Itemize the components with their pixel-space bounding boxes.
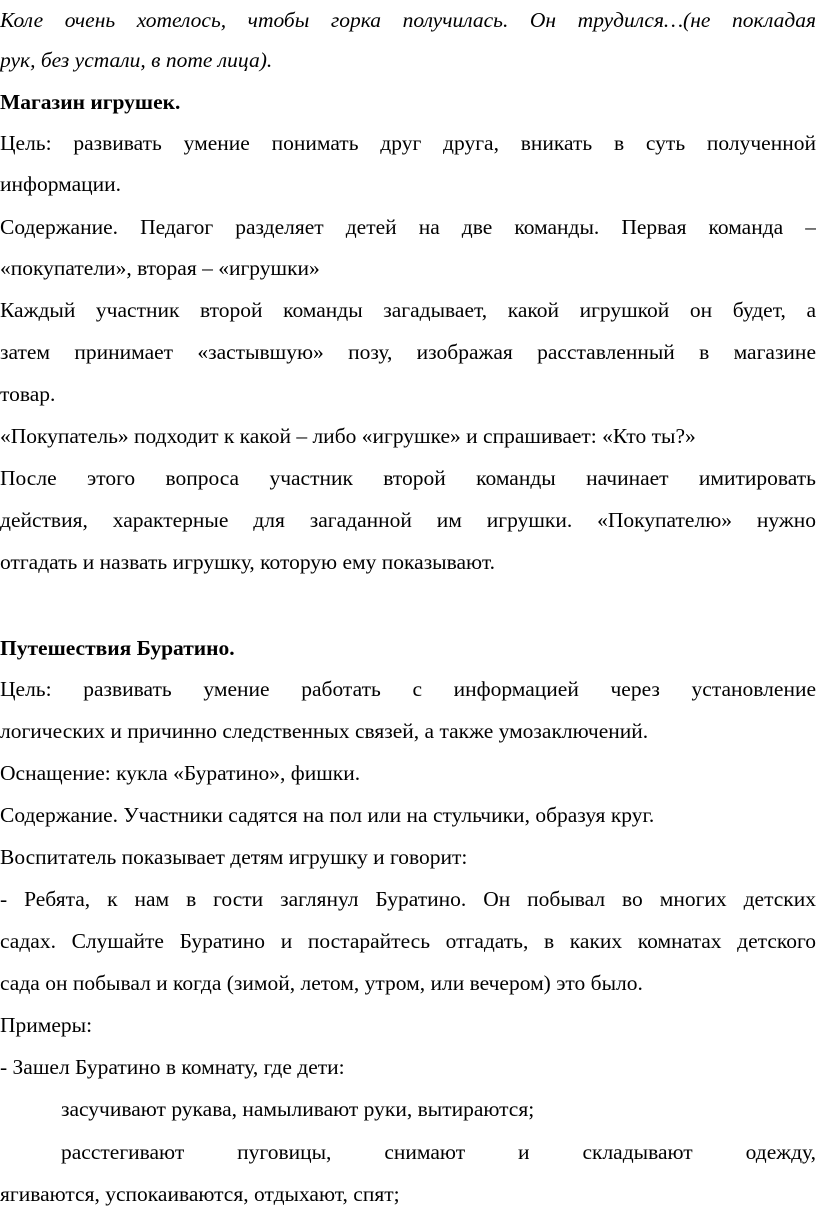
shop-after-line-2: действия, характерные для загаданной им игрушки. «Покупателю» нужно [0, 508, 816, 532]
pinocchio-example-1: - Зашел Буратино в комнату, где дети: [0, 1055, 345, 1079]
pinocchio-speech-line-2: садах. Слушайте Буратино и постарайтесь отгадать, в каких комнатах детского [0, 929, 816, 953]
shop-after-line-3: отгадать и назвать игрушку, которую ему показывают. [0, 550, 495, 574]
pinocchio-example-1-item-a: засучивают рукава, намыливают руки, вытираются; [61, 1097, 535, 1121]
shop-content-line-2: «покупатели», вторая – «игрушки» [0, 256, 320, 280]
pinocchio-teacher-line: Воспитатель показывает детям игрушку и говорит: [0, 845, 468, 869]
intro-line-1: Коле очень хотелось, чтобы горка получилась. Он трудился…(не покладая [0, 8, 816, 32]
pinocchio-speech-line-3: сада он побывал и когда (зимой, летом, утром, или вечером) это было. [0, 971, 643, 995]
shop-each-line-1: Каждый участник второй команды загадывает, какой игрушкой он будет, а [0, 298, 816, 322]
pinocchio-example-1-item-b-line-1: расстегивают пуговицы, снимают и складывают одежду, [61, 1140, 816, 1164]
pinocchio-equipment-line: Оснащение: кукла «Буратино», фишки. [0, 761, 361, 785]
shop-buyer-line: «Покупатель» подходит к какой – либо «игрушке» и спрашивает: «Кто ты?» [0, 424, 696, 448]
pinocchio-speech-line-1: - Ребята, к нам в гости заглянул Буратино. Он побывал во многих детских [0, 887, 816, 911]
pinocchio-examples-label: Примеры: [0, 1013, 93, 1037]
shop-each-line-2: затем принимает «застывшую» позу, изображая расставленный в магазине [0, 340, 816, 364]
shop-goal-line-2: информации. [0, 172, 122, 196]
shop-after-line-1: После этого вопроса участник второй команды начинает имитировать [0, 466, 816, 490]
pinocchio-goal-line-1: Цель: развивать умение работать с информацией через установление [0, 677, 816, 701]
section-title-pinocchio: Путешествия Буратино. [0, 636, 235, 660]
section-title-toy-shop: Магазин игрушек. [0, 90, 181, 114]
pinocchio-example-1-item-b-line-2: ягиваются, успокаиваются, отдыхают, спят; [0, 1182, 400, 1206]
intro-line-2: рук, без устали, в поте лица). [0, 48, 273, 72]
shop-content-line-1: Содержание. Педагог разделяет детей на две команды. Первая команда – [0, 215, 816, 239]
pinocchio-goal-line-2: логических и причинно следственных связей, а также умозаключений. [0, 719, 649, 743]
shop-goal-line-1: Цель: развивать умение понимать друг друга, вникать в суть полученной [0, 131, 816, 155]
pinocchio-content-line: Содержание. Участники садятся на пол или на стульчики, образуя круг. [0, 803, 655, 827]
shop-each-line-3: товар. [0, 382, 56, 406]
